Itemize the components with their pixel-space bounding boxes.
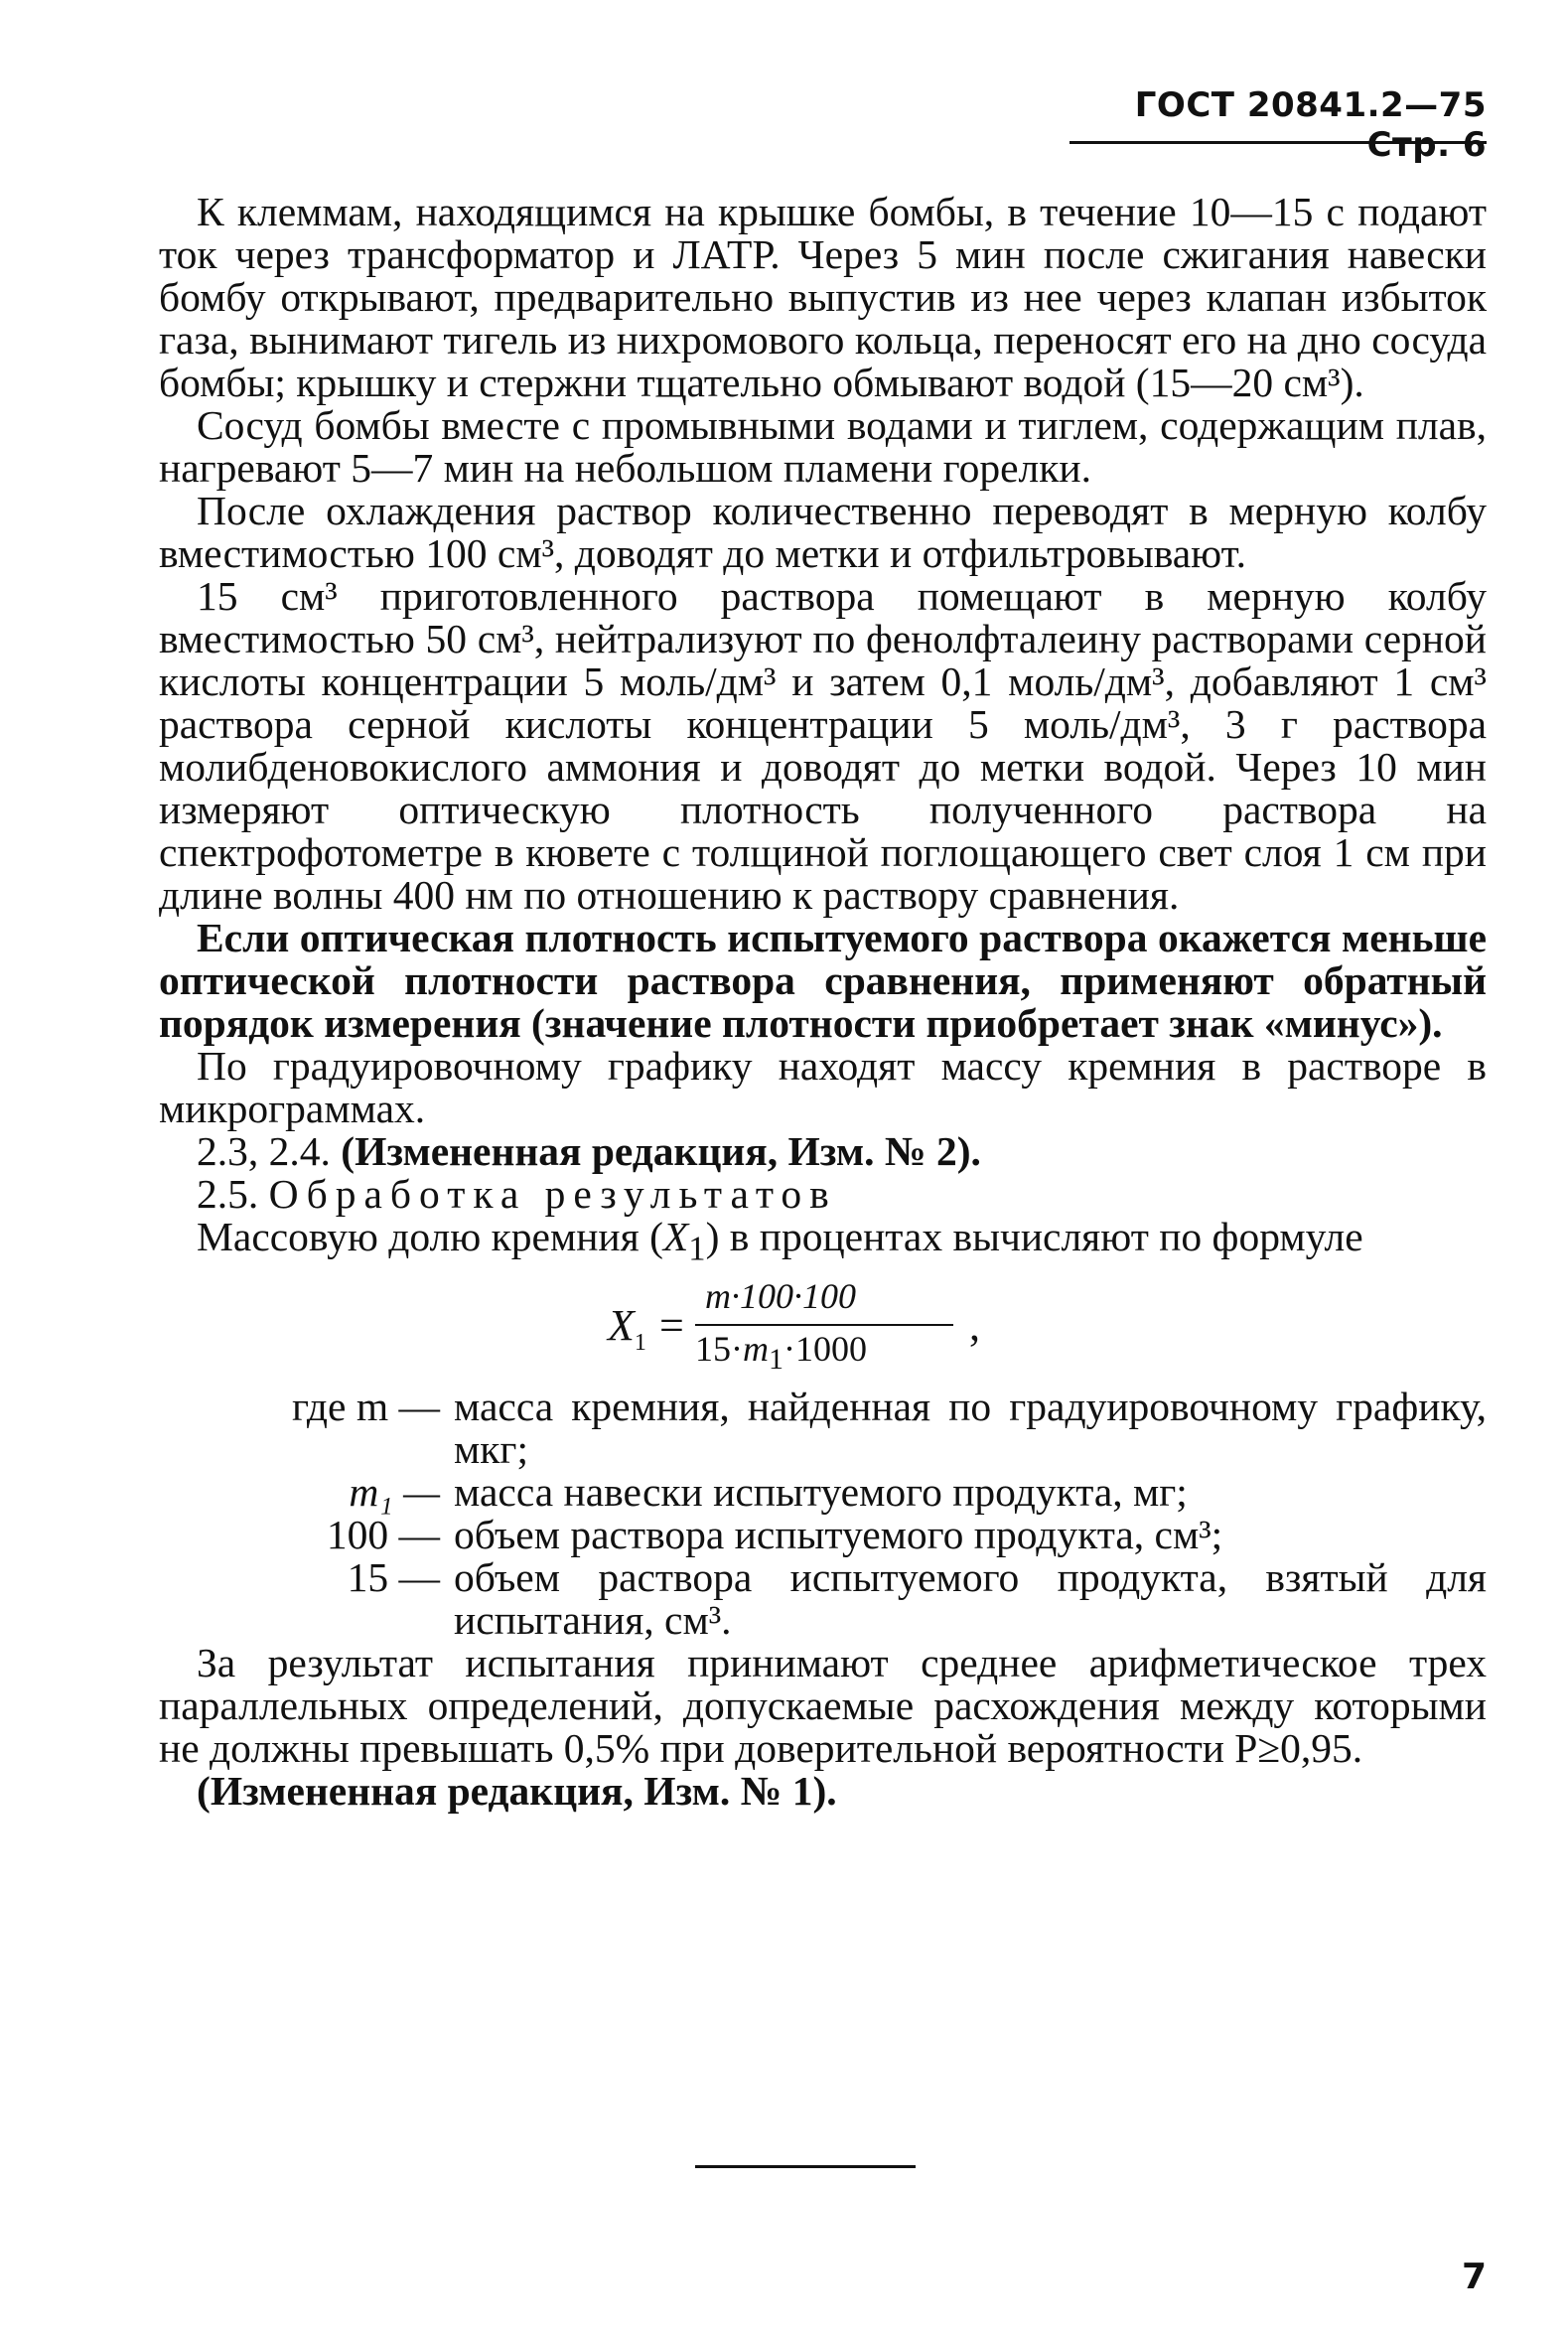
legend-row [159, 1514, 1487, 1556]
end-rule [695, 2165, 916, 2168]
formula-lhs: $X_1$ [608, 1301, 646, 1357]
legend-description: объем раствора испытуемого продукта, см³; [454, 1512, 1223, 1558]
paragraph: 15 см³ приготовленного раствора помещают в мерную колбу вместимостью 50 см³, нейтрализуют по фенолфталеину растворами серной кислоты концентрации 5 моль/дм³ и затем 0,1 моль/дм³, добавляют 1 см³ раствора серной кислоты концентрации 5 моль/дм³, 3 г раствора молибденовокислого аммония и доводят до метки водой. Через 10 мин измеряют оптическую плотность полученного раствора на спектрофотометре в кювете с толщиной поглощающего свет слоя 1 см при длине волны 400 нм по отношению к раствору сравнения. [159, 573, 1487, 918]
amendment-text: (Измененная редакция, Изм. № 2). [341, 1128, 981, 1174]
legend-row [159, 1471, 1487, 1514]
paragraph: Если оптическая плотность испытуемого раствора окажется меньше оптической плотности раствора сравнения, применяют обратный порядок измерения (значение плотности приобретает знак «минус»). [159, 915, 1487, 1046]
formula-legend [159, 1386, 1487, 1642]
legend-row [159, 1386, 1487, 1471]
section-heading [159, 1173, 1487, 1216]
paragraph: По градуировочному графику находят массу кремния в растворе в микрограммах. [159, 1043, 1487, 1131]
document-body [159, 191, 1487, 1813]
legend-description: объем раствора испытуемого продукта, взятый для испытания, см³. [454, 1554, 1487, 1644]
formula-denominator: $15\cdot m_1\cdot 1000$ [695, 1329, 867, 1377]
legend-description: масса кремния, найденная по градуировочному графику, мкг; [454, 1384, 1487, 1473]
formula-equals: = [659, 1301, 684, 1351]
paragraph: Сосуд бомбы вместе с промывными водами и тиглем, содержащим плав, нагревают 5—7 мин на небольшом пламени горелки. [159, 402, 1487, 491]
amendment-note [159, 1130, 1487, 1173]
paragraph: После охлаждения раствор количественно переводят в мерную колбу вместимостью 100 см³, доводят до метки и отфильтровывают. [159, 488, 1487, 576]
formula-intro: Массовую долю кремния $(X_1)$ в процентах вычисляют по формуле [197, 1214, 1363, 1268]
legend-row [159, 1556, 1487, 1642]
formula-subscript: 1 [688, 1230, 706, 1268]
legend-symbol: 100 — [326, 1512, 440, 1558]
formula-fraction [695, 1274, 1102, 1383]
amendment-note: (Измененная редакция, Изм. № 1). [197, 1768, 837, 1815]
clause-number: 2.3, 2.4. [197, 1128, 331, 1174]
formula [159, 1274, 1487, 1378]
formula-numerator: m·100·100 [705, 1276, 856, 1317]
paragraph: К клеммам, находящимся на крышке бомбы, в течение 10—15 с подают ток через трансформатор и ЛАТР. Через 5 мин после сжигания навески бомбу открывают, предварительно выпустив из нее через клапан избыток газа, вынимают тигель из нихромового кольца, переносят его на дно сосуда бомбы; крышку и стержни тщательно обмывают водой (15—20 см³). [159, 189, 1487, 405]
section-number: 2.5. [197, 1171, 259, 1217]
legend-symbol: 15 — [347, 1554, 440, 1601]
formula-comma: , [969, 1301, 980, 1351]
page-number: 7 [1461, 2257, 1487, 2297]
legend-symbol: где m — [291, 1384, 440, 1430]
section-title: Обработка результатов [268, 1171, 837, 1217]
legend-description: масса навески испытуемого продукта, мг; [454, 1469, 1188, 1516]
page-header: ГОСТ 20841.2—75 Стр. 6 [1134, 85, 1487, 165]
formula-var: X [662, 1214, 689, 1259]
paragraph: За результат испытания принимают среднее арифметическое трех параллельных определений, допускаемые расхождения между которыми не должны превышать 0,5% при доверительной вероятности P≥0,95. [159, 1640, 1487, 1772]
legend-symbol: m₁ — [349, 1469, 440, 1516]
header-rule [1069, 141, 1487, 144]
